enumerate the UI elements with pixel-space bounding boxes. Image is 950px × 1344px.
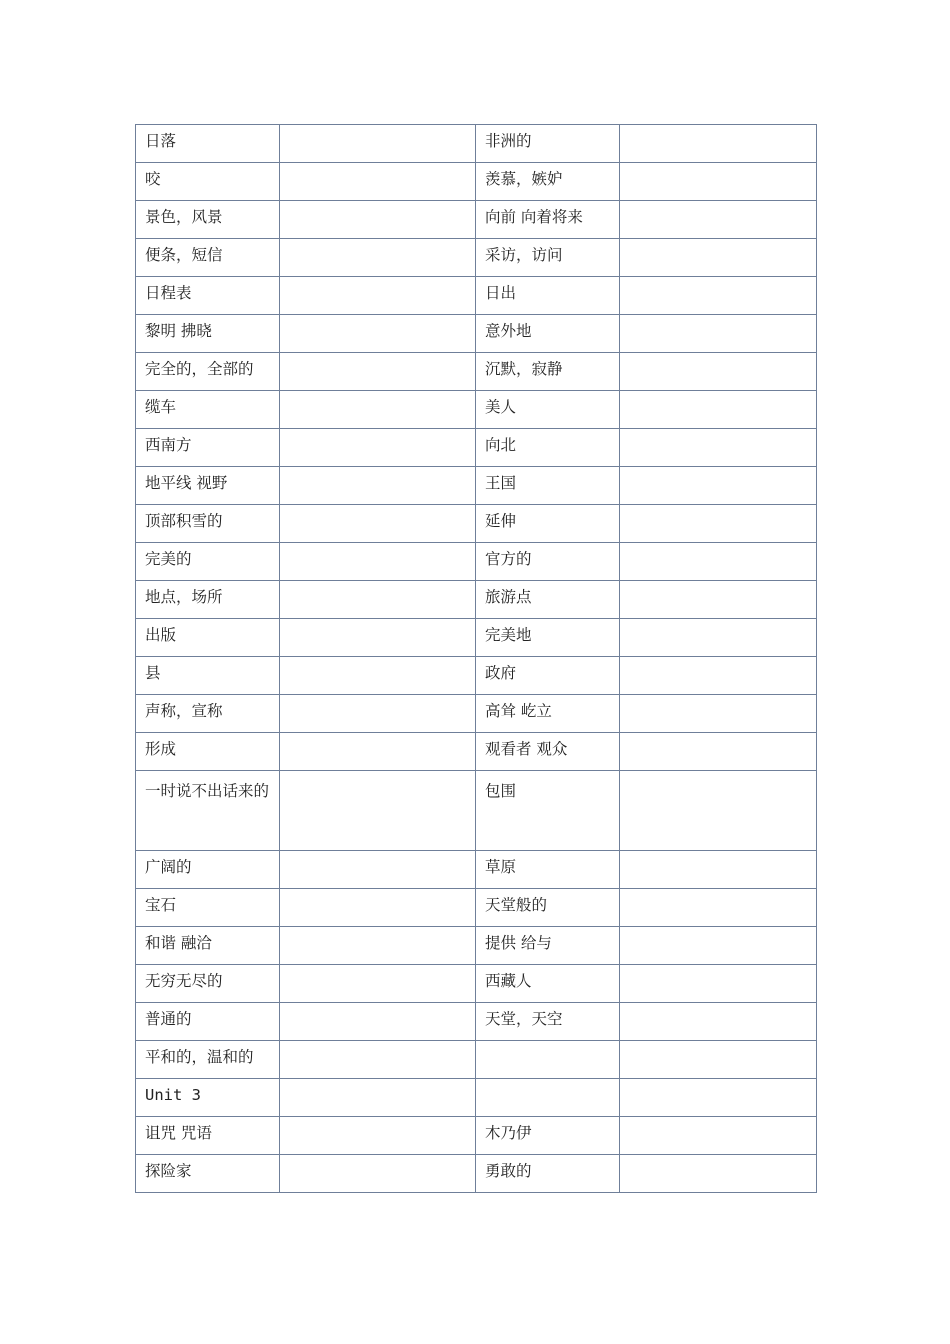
answer-blank-cell[interactable] bbox=[280, 277, 476, 315]
chinese-term-cell: 日出 bbox=[476, 277, 620, 315]
answer-blank-cell[interactable] bbox=[620, 315, 817, 353]
answer-blank-cell[interactable] bbox=[280, 581, 476, 619]
chinese-term-cell: 完美地 bbox=[476, 619, 620, 657]
table-row bbox=[136, 1003, 817, 1041]
chinese-term-cell: 非洲的 bbox=[476, 125, 620, 163]
chinese-term-cell: 日落 bbox=[136, 125, 280, 163]
chinese-term-cell: 广阔的 bbox=[136, 851, 280, 889]
chinese-term-cell bbox=[476, 1079, 620, 1117]
answer-blank-cell[interactable] bbox=[620, 353, 817, 391]
chinese-term-cell: 无穷无尽的 bbox=[136, 965, 280, 1003]
answer-blank-cell[interactable] bbox=[280, 429, 476, 467]
table-row bbox=[136, 163, 817, 201]
table-row bbox=[136, 1117, 817, 1155]
chinese-term-cell: 向前 向着将来 bbox=[476, 201, 620, 239]
chinese-term-cell: 一时说不出话来的 bbox=[136, 771, 280, 851]
table-row bbox=[136, 201, 817, 239]
answer-blank-cell[interactable] bbox=[280, 1003, 476, 1041]
chinese-term-cell: 天堂，天空 bbox=[476, 1003, 620, 1041]
table-row bbox=[136, 771, 817, 851]
table-row bbox=[136, 1079, 817, 1117]
answer-blank-cell[interactable] bbox=[280, 315, 476, 353]
answer-blank-cell[interactable] bbox=[620, 657, 817, 695]
answer-blank-cell[interactable] bbox=[280, 927, 476, 965]
chinese-term-cell: 形成 bbox=[136, 733, 280, 771]
answer-blank-cell[interactable] bbox=[620, 467, 817, 505]
chinese-term-cell: 缆车 bbox=[136, 391, 280, 429]
table-row bbox=[136, 239, 817, 277]
chinese-term-cell: 黎明 拂晓 bbox=[136, 315, 280, 353]
answer-blank-cell[interactable] bbox=[280, 657, 476, 695]
answer-blank-cell[interactable] bbox=[620, 391, 817, 429]
answer-blank-cell[interactable] bbox=[280, 1079, 476, 1117]
chinese-term-cell: 县 bbox=[136, 657, 280, 695]
chinese-term-cell: 和谐 融洽 bbox=[136, 927, 280, 965]
answer-blank-cell[interactable] bbox=[280, 965, 476, 1003]
vocabulary-table bbox=[135, 124, 817, 1193]
chinese-term-cell: 官方的 bbox=[476, 543, 620, 581]
chinese-term-cell: 平和的，温和的 bbox=[136, 1041, 280, 1079]
chinese-term-cell: 探险家 bbox=[136, 1155, 280, 1193]
chinese-term-cell: 观看者 观众 bbox=[476, 733, 620, 771]
chinese-term-cell: 西藏人 bbox=[476, 965, 620, 1003]
chinese-term-cell: 完全的，全部的 bbox=[136, 353, 280, 391]
answer-blank-cell[interactable] bbox=[280, 467, 476, 505]
table-row bbox=[136, 1041, 817, 1079]
answer-blank-cell[interactable] bbox=[620, 1041, 817, 1079]
table-row bbox=[136, 657, 817, 695]
answer-blank-cell[interactable] bbox=[620, 125, 817, 163]
table-row bbox=[136, 429, 817, 467]
answer-blank-cell[interactable] bbox=[620, 771, 817, 851]
chinese-term-cell: 景色，风景 bbox=[136, 201, 280, 239]
answer-blank-cell[interactable] bbox=[620, 619, 817, 657]
chinese-term-cell: 王国 bbox=[476, 467, 620, 505]
answer-blank-cell[interactable] bbox=[280, 1155, 476, 1193]
table-row bbox=[136, 315, 817, 353]
chinese-term-cell: 向北 bbox=[476, 429, 620, 467]
chinese-term-cell: 普通的 bbox=[136, 1003, 280, 1041]
chinese-term-cell: 日程表 bbox=[136, 277, 280, 315]
chinese-term-cell: 包围 bbox=[476, 771, 620, 851]
answer-blank-cell[interactable] bbox=[620, 889, 817, 927]
table-row bbox=[136, 391, 817, 429]
answer-blank-cell[interactable] bbox=[620, 239, 817, 277]
chinese-term-cell: 木乃伊 bbox=[476, 1117, 620, 1155]
answer-blank-cell[interactable] bbox=[280, 543, 476, 581]
answer-blank-cell[interactable] bbox=[280, 505, 476, 543]
table-row bbox=[136, 353, 817, 391]
answer-blank-cell[interactable] bbox=[620, 851, 817, 889]
answer-blank-cell[interactable] bbox=[280, 619, 476, 657]
chinese-term-cell: 政府 bbox=[476, 657, 620, 695]
answer-blank-cell[interactable] bbox=[280, 391, 476, 429]
table-row bbox=[136, 543, 817, 581]
answer-blank-cell[interactable] bbox=[620, 505, 817, 543]
table-row bbox=[136, 927, 817, 965]
chinese-term-cell: 声称，宣称 bbox=[136, 695, 280, 733]
table-row bbox=[136, 619, 817, 657]
chinese-term-cell: 提供 给与 bbox=[476, 927, 620, 965]
chinese-term-cell: 意外地 bbox=[476, 315, 620, 353]
answer-blank-cell[interactable] bbox=[280, 1117, 476, 1155]
answer-blank-cell[interactable] bbox=[280, 1041, 476, 1079]
chinese-term-cell: 顶部积雪的 bbox=[136, 505, 280, 543]
answer-blank-cell[interactable] bbox=[620, 163, 817, 201]
chinese-term-cell: 完美的 bbox=[136, 543, 280, 581]
answer-blank-cell[interactable] bbox=[620, 1117, 817, 1155]
table-row bbox=[136, 965, 817, 1003]
chinese-term-cell: 天堂般的 bbox=[476, 889, 620, 927]
table-row bbox=[136, 733, 817, 771]
unit-heading-cell: Unit 3 bbox=[136, 1079, 280, 1117]
chinese-term-cell: 采访，访问 bbox=[476, 239, 620, 277]
chinese-term-cell: 延伸 bbox=[476, 505, 620, 543]
chinese-term-cell: 咬 bbox=[136, 163, 280, 201]
answer-blank-cell[interactable] bbox=[620, 201, 817, 239]
answer-blank-cell[interactable] bbox=[620, 1079, 817, 1117]
chinese-term-cell: 西南方 bbox=[136, 429, 280, 467]
answer-blank-cell[interactable] bbox=[620, 1155, 817, 1193]
answer-blank-cell[interactable] bbox=[280, 163, 476, 201]
table-row bbox=[136, 695, 817, 733]
answer-blank-cell[interactable] bbox=[280, 771, 476, 851]
vocabulary-sheet bbox=[135, 124, 816, 1193]
answer-blank-cell[interactable] bbox=[280, 851, 476, 889]
table-row bbox=[136, 581, 817, 619]
answer-blank-cell[interactable] bbox=[280, 353, 476, 391]
chinese-term-cell: 出版 bbox=[136, 619, 280, 657]
answer-blank-cell[interactable] bbox=[620, 965, 817, 1003]
answer-blank-cell[interactable] bbox=[620, 429, 817, 467]
answer-blank-cell[interactable] bbox=[620, 733, 817, 771]
table-row bbox=[136, 1155, 817, 1193]
chinese-term-cell: 旅游点 bbox=[476, 581, 620, 619]
answer-blank-cell[interactable] bbox=[280, 125, 476, 163]
answer-blank-cell[interactable] bbox=[620, 543, 817, 581]
chinese-term-cell: 羡慕，嫉妒 bbox=[476, 163, 620, 201]
chinese-term-cell: 高耸 屹立 bbox=[476, 695, 620, 733]
table-row bbox=[136, 889, 817, 927]
chinese-term-cell: 宝石 bbox=[136, 889, 280, 927]
answer-blank-cell[interactable] bbox=[620, 277, 817, 315]
chinese-term-cell bbox=[476, 1041, 620, 1079]
table-row bbox=[136, 851, 817, 889]
answer-blank-cell[interactable] bbox=[620, 581, 817, 619]
answer-blank-cell[interactable] bbox=[620, 1003, 817, 1041]
answer-blank-cell[interactable] bbox=[620, 695, 817, 733]
answer-blank-cell[interactable] bbox=[280, 239, 476, 277]
chinese-term-cell: 草原 bbox=[476, 851, 620, 889]
answer-blank-cell[interactable] bbox=[280, 889, 476, 927]
chinese-term-cell: 诅咒 咒语 bbox=[136, 1117, 280, 1155]
answer-blank-cell[interactable] bbox=[620, 927, 817, 965]
chinese-term-cell: 地平线 视野 bbox=[136, 467, 280, 505]
table-row bbox=[136, 277, 817, 315]
answer-blank-cell[interactable] bbox=[280, 201, 476, 239]
chinese-term-cell: 地点，场所 bbox=[136, 581, 280, 619]
table-row bbox=[136, 125, 817, 163]
table-row bbox=[136, 467, 817, 505]
chinese-term-cell: 便条，短信 bbox=[136, 239, 280, 277]
chinese-term-cell: 勇敢的 bbox=[476, 1155, 620, 1193]
table-row bbox=[136, 505, 817, 543]
chinese-term-cell: 沉默，寂静 bbox=[476, 353, 620, 391]
answer-blank-cell[interactable] bbox=[280, 695, 476, 733]
chinese-term-cell: 美人 bbox=[476, 391, 620, 429]
answer-blank-cell[interactable] bbox=[280, 733, 476, 771]
